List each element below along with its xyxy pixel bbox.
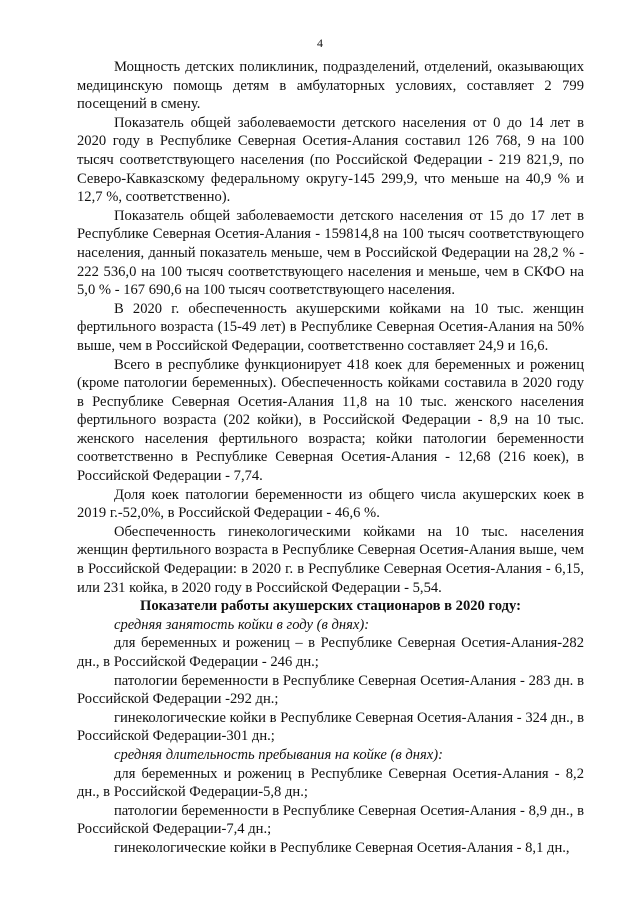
- paragraph-pathology-share: Доля коек патологии беременности из общего числа акушерских коек в 2019 г.-52,0%, в Российской Федерации - 46,6 %.: [77, 486, 584, 522]
- list-item-stay-pregnant: для беременных и рожениц в Республике Северная Осетия-Алания - 8,2 дн., в Российской Федерации-5,8 дн.;: [77, 765, 584, 801]
- paragraph-polyclinic-capacity: Мощность детских поликлиник, подразделений, отделений, оказывающих медицинскую помощь детям в амбулаторных условиях, составляет 2 799 посещений в смену.: [77, 59, 584, 113]
- document-body: [77, 58, 584, 858]
- list-item-occupancy-pathology: патологии беременности в Республике Северная Осетия-Алания - 283 дн. в Российской Федерации -292 дн.;: [77, 672, 584, 708]
- page-number: 4: [317, 36, 323, 50]
- section-title-length-of-stay: средняя длительность пребывания на койке (в днях):: [114, 746, 443, 763]
- paragraph-gynecology-beds: Обеспеченность гинекологическими койками на 10 тыс. населения женщин фертильного возраста в Республике Северная Осетия-Алания выше, чем в Российской Федерации: в 2020 г. в Республике Северная Осетия-Алания - 6,15, или 231 койка, в 2020 году в Российской Федерации - 5,54.: [77, 523, 584, 596]
- section-heading: Показатели работы акушерских стационаров в 2020 году:: [140, 598, 521, 615]
- list-item-stay-pathology: патологии беременности в Республике Северная Осетия-Алания - 8,9 дн., в Российской Федерации-7,4 дн.;: [77, 802, 584, 838]
- section-title-bed-occupancy: средняя занятость койки в году (в днях):: [114, 616, 370, 633]
- paragraph-morbidity-15-17: Показатель общей заболеваемости детского населения от 15 до 17 лет в Республике Северная Осетия-Алания - 159814,8 на 100 тысяч соответствующего населения, данный показатель меньше, чем в Российской Федерации на 28,2 % - 222 536,0 на 100 тысяч соответствующего населения и меньше, чем в СКФО на 5,0 % - 167 690,6 на 100 тысяч соответствующего населения.: [77, 207, 584, 299]
- list-item-occupancy-pregnant: для беременных и рожениц – в Республике Северная Осетия-Алания-282 дн., в Российской Федерации - 246 дн.;: [77, 635, 584, 670]
- paragraph-obstetric-beds: В 2020 г. обеспеченность акушерскими койками на 10 тыс. женщин фертильного возраста (15-49 лет) в Республике Северная Осетия-Алания на 50% выше, чем в Российской Федерации, соответственно составляет 24,9 и 16,6.: [77, 300, 584, 354]
- paragraph-morbidity-0-14: Показатель общей заболеваемости детского населения от 0 до 14 лет в 2020 году в Республике Северная Осетия-Алания составил 126 768, 9 на 100 тысяч соответствующего населения (по Российской Федерации - 219 821,9, по Северо-Кавказскому федеральному округу-145 299,9, что меньше на 40,9 % и 12,7 %, соответственно).: [77, 114, 584, 206]
- list-item-stay-gynecology: гинекологические койки в Республике Северная Осетия-Алания - 8,1 дн.,: [114, 839, 570, 856]
- paragraph-beds-total: Всего в республике функционирует 418 коек для беременных и рожениц (кроме патологии беременных). Обеспеченность койками составила в 2020 году в Республике Северная Осетия-Алания 11,8 на 10 тыс. женского населения фертильного возраста (202 койки), в Российской Федерации - 8,9 на 10 тыс. женского населения фертильного возраста; койки патологии беременности соответственно в Республике Северная Осетия-Алания - 12,68 (216 коек), в Российской Федерации - 7,74.: [77, 356, 584, 485]
- list-item-occupancy-gynecology: гинекологические койки в Республике Северная Осетия-Алания - 324 дн., в Российской Федерации-301 дн.;: [77, 709, 584, 745]
